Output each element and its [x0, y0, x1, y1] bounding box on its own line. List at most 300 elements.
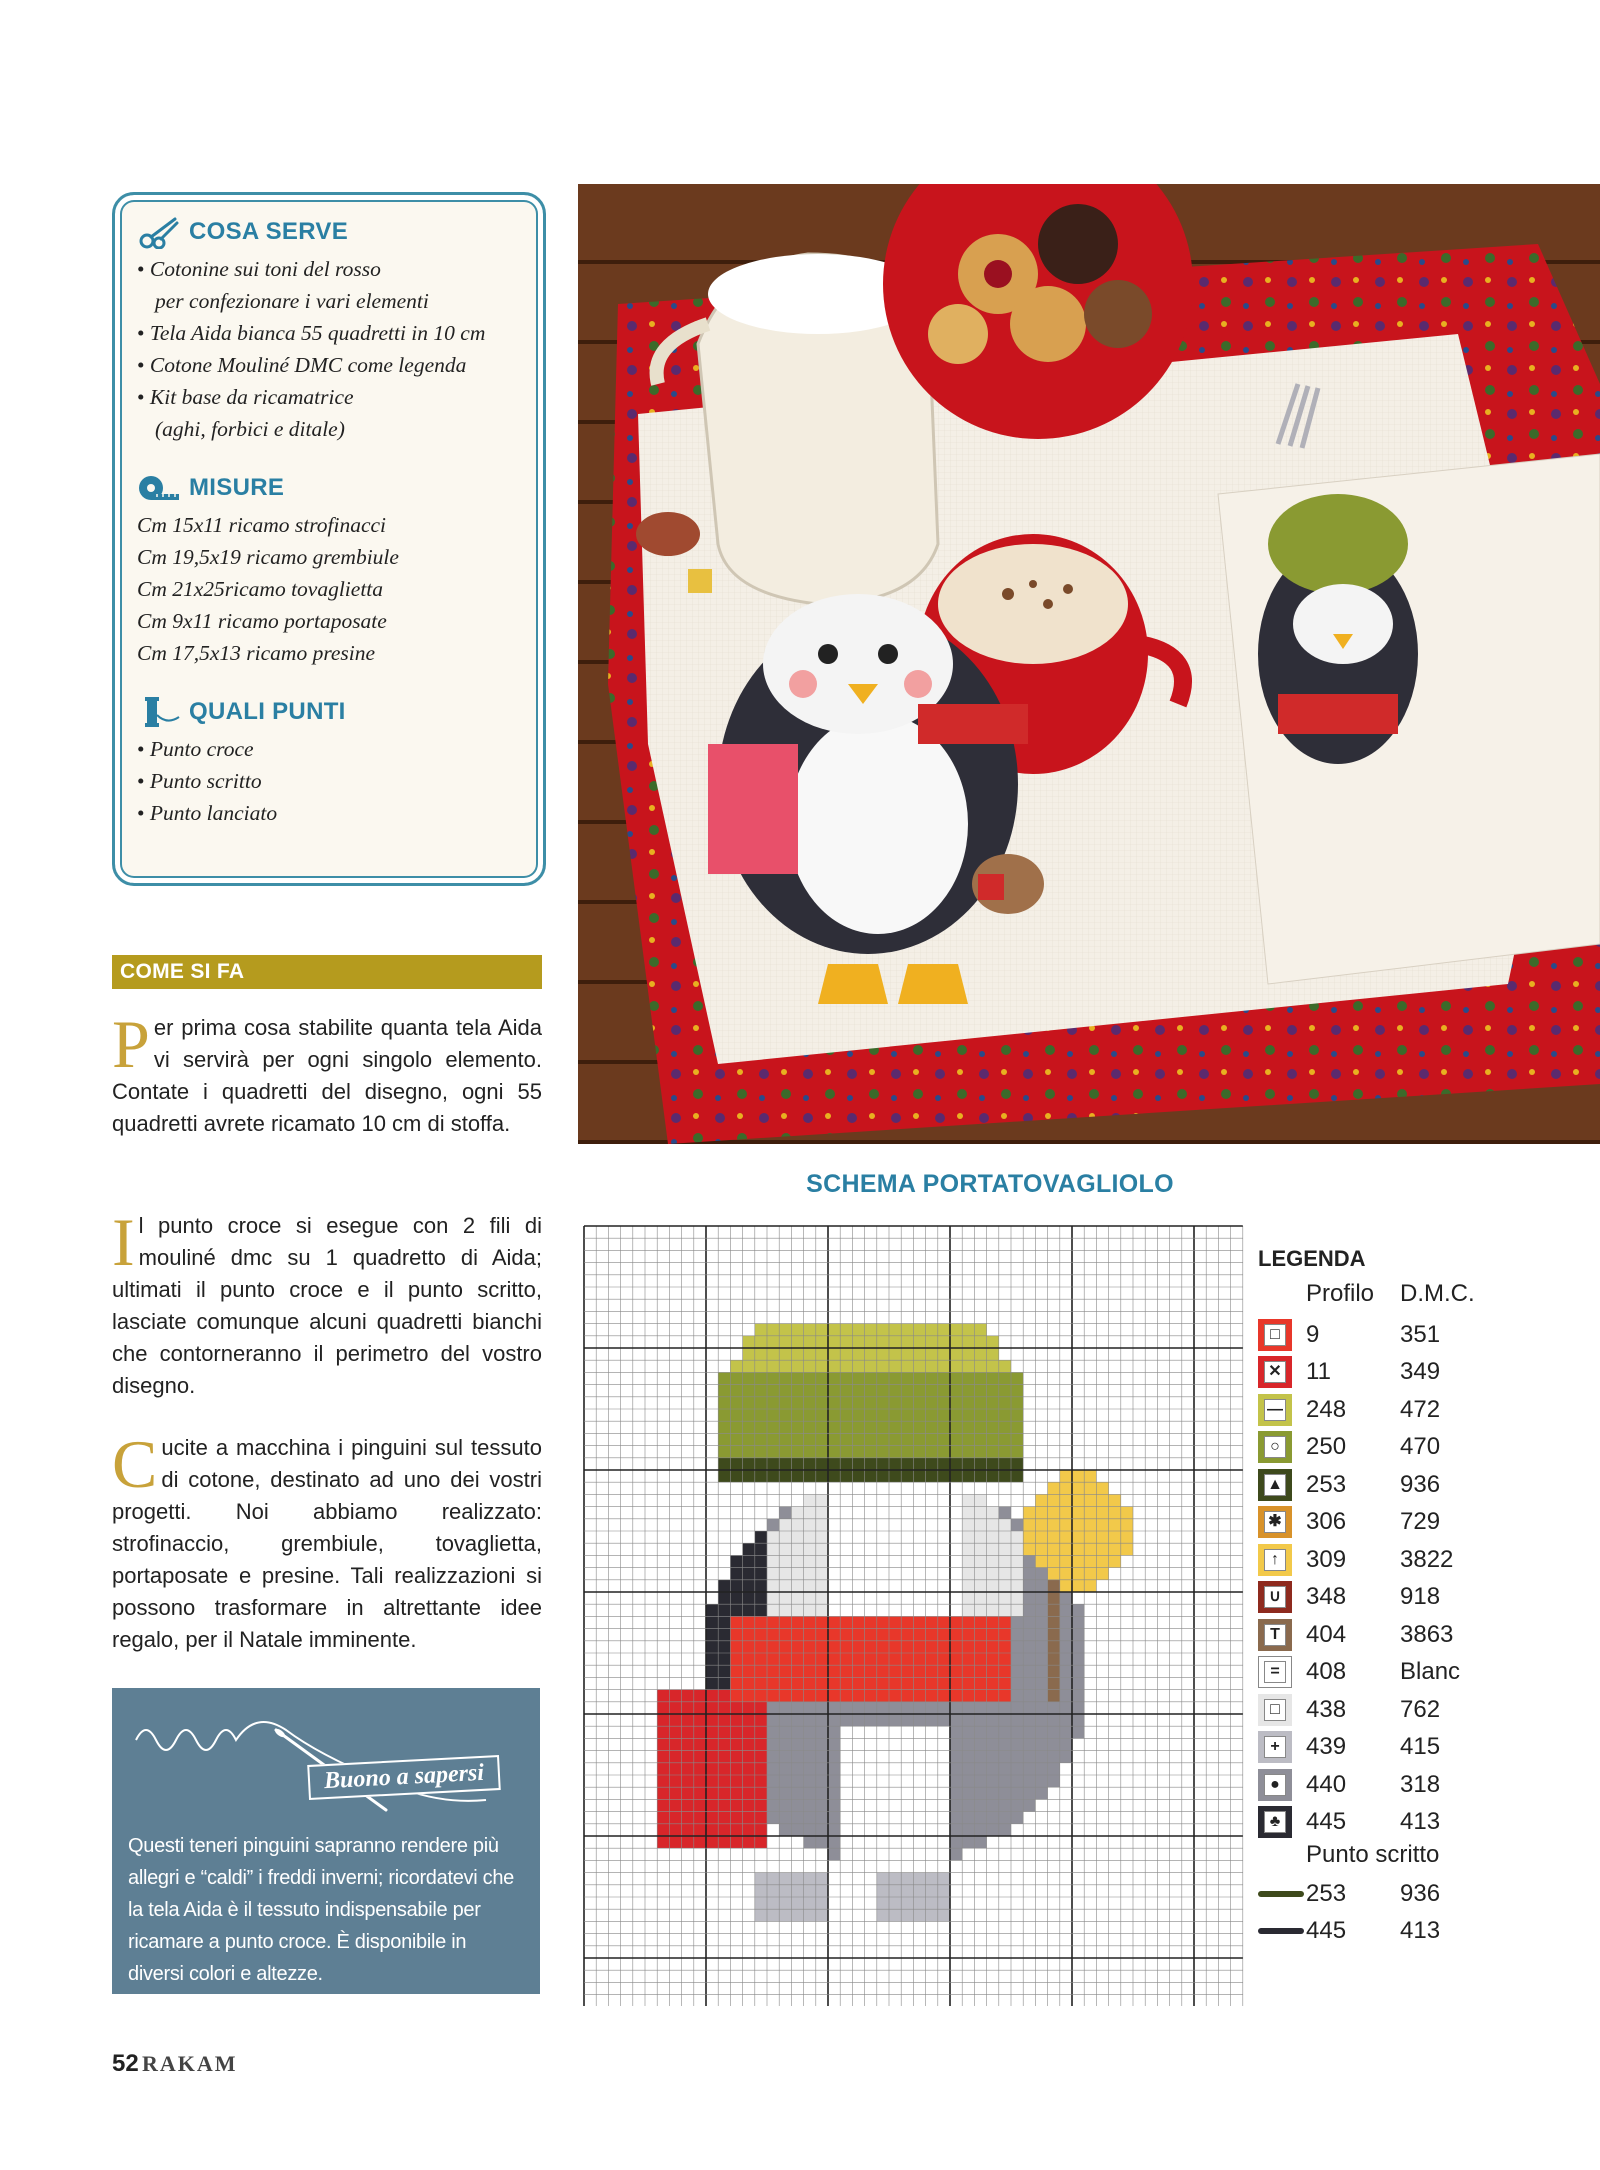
stitch-cell — [1060, 1494, 1072, 1506]
stitch-cell — [840, 1702, 852, 1714]
stitch-cell — [938, 1812, 950, 1824]
instructions-paragraph-1 — [112, 1006, 542, 1140]
stitch-cell — [804, 1616, 816, 1628]
stitch-cell — [974, 1555, 986, 1567]
stitch-cell — [901, 1726, 913, 1738]
stitch-cell — [901, 1665, 913, 1677]
stitch-cell — [718, 1653, 730, 1665]
stitch-cell — [816, 1494, 828, 1506]
stitch-cell — [852, 1348, 864, 1360]
color-swatch — [1258, 1731, 1292, 1763]
stitch-cell — [669, 1738, 681, 1750]
stitch-cell — [1023, 1616, 1035, 1628]
stitch-cell — [743, 1372, 755, 1384]
legend-row — [1258, 1729, 1588, 1767]
stitch-cell — [791, 1555, 803, 1567]
stitch-cell — [901, 1531, 913, 1543]
stitch-cell — [718, 1787, 730, 1799]
stitch-cell — [877, 1690, 889, 1702]
stitch-cell — [901, 1677, 913, 1689]
stitch-cell — [718, 1397, 730, 1409]
legend-profilo: 408 — [1306, 1658, 1347, 1686]
cosa-serve-list — [137, 253, 525, 445]
stitch-cell — [718, 1763, 730, 1775]
stitch-cell — [913, 1519, 925, 1531]
stitch-cell — [828, 1507, 840, 1519]
stitch-cell — [962, 1446, 974, 1458]
stitch-cell — [767, 1372, 779, 1384]
stitch-cell — [901, 1690, 913, 1702]
stitch-cell — [1109, 1555, 1121, 1567]
color-swatch — [1258, 1356, 1292, 1388]
stitch-cell — [950, 1702, 962, 1714]
stitch-cell — [816, 1348, 828, 1360]
stitch-cell — [816, 1677, 828, 1689]
stitch-cell — [730, 1604, 742, 1616]
stitch-cell — [779, 1787, 791, 1799]
stitch-cell — [889, 1470, 901, 1482]
stitch-cell — [767, 1629, 779, 1641]
stitch-cell — [938, 1421, 950, 1433]
stitch-cell — [865, 1812, 877, 1824]
stitch-cell — [743, 1677, 755, 1689]
legend-row — [1258, 1354, 1588, 1392]
color-swatch — [1258, 1619, 1292, 1651]
stitch-cell — [767, 1446, 779, 1458]
stitch-cell — [877, 1763, 889, 1775]
stitch-cell — [1084, 1543, 1096, 1555]
stitch-cell — [852, 1470, 864, 1482]
stitch-cell — [1048, 1726, 1060, 1738]
stitch-cell — [718, 1714, 730, 1726]
stitch-cell — [865, 1336, 877, 1348]
stitch-cell — [889, 1372, 901, 1384]
stitch-cell — [1011, 1409, 1023, 1421]
stitch-cell — [901, 1775, 913, 1787]
stitch-cell — [938, 1799, 950, 1811]
stitch-cell — [999, 1714, 1011, 1726]
stitch-cell — [1035, 1592, 1047, 1604]
stitch-cell — [791, 1568, 803, 1580]
stitch-cell — [865, 1787, 877, 1799]
stitch-cell — [669, 1726, 681, 1738]
stitch-cell — [816, 1665, 828, 1677]
stitch-symbol: □ — [1264, 1324, 1286, 1346]
stitch-cell — [962, 1507, 974, 1519]
stitch-cell — [791, 1690, 803, 1702]
stitch-cell — [718, 1812, 730, 1824]
stitch-cell — [913, 1824, 925, 1836]
stitch-cell — [974, 1812, 986, 1824]
paragraph-text: l punto croce si esegue con 2 fili di mouliné dmc su 1 quadretto di Aida; ultimati il punto croce e il punto scritto, lasciate comunque alcuni quadretti bianchi che contorneranno il perimetro del vostro disegno. — [112, 1213, 542, 1398]
stitch-cell — [828, 1799, 840, 1811]
stitch-cell — [938, 1360, 950, 1372]
stitch-cell — [816, 1543, 828, 1555]
stitch-cell — [962, 1629, 974, 1641]
stitch-cell — [1121, 1519, 1133, 1531]
stitch-cell — [743, 1690, 755, 1702]
legend-dmc: 918 — [1400, 1583, 1441, 1611]
stitch-cell — [743, 1458, 755, 1470]
list-item: per confezionare i vari elementi — [155, 289, 429, 313]
stitch-cell — [804, 1885, 816, 1897]
stitch-cell — [706, 1824, 718, 1836]
stitch-cell — [791, 1824, 803, 1836]
stitch-cell — [999, 1360, 1011, 1372]
legend-dmc: 472 — [1400, 1395, 1441, 1423]
magazine-name: RAKAM — [142, 2051, 238, 2076]
stitch-cell — [804, 1677, 816, 1689]
stitch-cell — [1035, 1641, 1047, 1653]
stitch-cell — [791, 1812, 803, 1824]
misure-list — [137, 509, 525, 669]
stitch-cell — [877, 1885, 889, 1897]
legend-profilo: 250 — [1306, 1433, 1347, 1461]
stitch-cell — [816, 1360, 828, 1372]
stitch-cell — [743, 1775, 755, 1787]
stitch-cell — [974, 1824, 986, 1836]
stitch-cell — [913, 1604, 925, 1616]
stitch-cell — [767, 1421, 779, 1433]
stitch-cell — [804, 1397, 816, 1409]
stitch-cell — [889, 1629, 901, 1641]
stitch-cell — [1011, 1470, 1023, 1482]
stitch-cell — [718, 1836, 730, 1848]
stitch-cell — [743, 1421, 755, 1433]
stitch-cell — [865, 1751, 877, 1763]
stitch-cell — [804, 1726, 816, 1738]
stitch-cell — [730, 1385, 742, 1397]
legend-dmc: 936 — [1400, 1879, 1441, 1907]
stitch-cell — [840, 1409, 852, 1421]
list-item: Cm 19,5x19 ricamo grembiule — [137, 545, 399, 569]
stitch-cell — [828, 1616, 840, 1628]
stitch-cell — [669, 1714, 681, 1726]
stitch-cell — [840, 1580, 852, 1592]
stitch-cell — [865, 1677, 877, 1689]
stitch-cell — [901, 1873, 913, 1885]
stitch-cell — [901, 1812, 913, 1824]
stitch-cell — [804, 1714, 816, 1726]
stitch-cell — [877, 1446, 889, 1458]
stitch-cell — [901, 1714, 913, 1726]
stitch-symbol: ▲ — [1264, 1474, 1286, 1496]
line-swatch — [1258, 1928, 1304, 1934]
stitch-cell — [901, 1568, 913, 1580]
stitch-cell — [926, 1726, 938, 1738]
stitch-cell — [852, 1677, 864, 1689]
stitch-cell — [828, 1482, 840, 1494]
stitch-cell — [840, 1494, 852, 1506]
stitch-cell — [950, 1738, 962, 1750]
stitch-cell — [1023, 1531, 1035, 1543]
stitch-cell — [743, 1616, 755, 1628]
stitch-cell — [926, 1763, 938, 1775]
stitch-cell — [804, 1763, 816, 1775]
stitch-cell — [852, 1836, 864, 1848]
stitch-cell — [913, 1653, 925, 1665]
stitch-cell — [889, 1360, 901, 1372]
stitch-cell — [755, 1580, 767, 1592]
stitch-cell — [889, 1848, 901, 1860]
stitch-cell — [926, 1629, 938, 1641]
stitch-cell — [865, 1836, 877, 1848]
stitch-cell — [730, 1580, 742, 1592]
stitch-cell — [950, 1665, 962, 1677]
stitch-cell — [1121, 1543, 1133, 1555]
stitch-cell — [962, 1824, 974, 1836]
stitch-cell — [1035, 1726, 1047, 1738]
stitch-cell — [889, 1555, 901, 1567]
stitch-cell — [840, 1568, 852, 1580]
stitch-cell — [816, 1385, 828, 1397]
stitch-cell — [804, 1555, 816, 1567]
stitch-cell — [1060, 1555, 1072, 1567]
stitch-cell — [791, 1653, 803, 1665]
stitch-cell — [779, 1372, 791, 1384]
stitch-cell — [852, 1494, 864, 1506]
stitch-cell — [938, 1433, 950, 1445]
stitch-cell — [840, 1519, 852, 1531]
stitch-cell — [682, 1702, 694, 1714]
stitch-cell — [938, 1397, 950, 1409]
stitch-cell — [816, 1446, 828, 1458]
stitch-cell — [913, 1616, 925, 1628]
stitch-cell — [840, 1397, 852, 1409]
stitch-cell — [926, 1336, 938, 1348]
stitch-cell — [718, 1372, 730, 1384]
stitch-cell — [889, 1860, 901, 1872]
stitch-cell — [718, 1690, 730, 1702]
stitch-cell — [1035, 1568, 1047, 1580]
stitch-cell — [1011, 1397, 1023, 1409]
stitch-cell — [877, 1714, 889, 1726]
stitch-cell — [926, 1397, 938, 1409]
stitch-cell — [999, 1433, 1011, 1445]
stitch-cell — [767, 1665, 779, 1677]
stitch-cell — [889, 1641, 901, 1653]
stitch-cell — [730, 1641, 742, 1653]
stitch-cell — [1060, 1543, 1072, 1555]
stitch-cell — [865, 1470, 877, 1482]
stitch-cell — [804, 1531, 816, 1543]
color-swatch — [1258, 1431, 1292, 1463]
stitch-cell — [657, 1763, 669, 1775]
stitch-cell — [791, 1738, 803, 1750]
stitch-cell — [852, 1336, 864, 1348]
stitch-cell — [999, 1787, 1011, 1799]
stitch-cell — [974, 1604, 986, 1616]
stitch-cell — [804, 1568, 816, 1580]
stitch-cell — [865, 1726, 877, 1738]
stitch-cell — [767, 1909, 779, 1921]
stitch-cell — [743, 1397, 755, 1409]
stitch-cell — [767, 1702, 779, 1714]
stitch-cell — [694, 1714, 706, 1726]
stitch-cell — [913, 1848, 925, 1860]
stitch-cell — [755, 1799, 767, 1811]
stitch-cell — [987, 1616, 999, 1628]
legend — [1258, 1246, 1588, 1950]
stitch-cell — [791, 1458, 803, 1470]
legend-row — [1258, 1804, 1588, 1842]
stitch-cell — [694, 1787, 706, 1799]
stitch-cell — [840, 1690, 852, 1702]
stitch-cell — [1072, 1482, 1084, 1494]
stitch-cell — [913, 1409, 925, 1421]
instructions-paragraph-2 — [112, 1204, 542, 1402]
stitch-cell — [743, 1738, 755, 1750]
stitch-cell — [1035, 1702, 1047, 1714]
stitch-cell — [706, 1677, 718, 1689]
stitch-cell — [730, 1763, 742, 1775]
stitch-cell — [938, 1494, 950, 1506]
stitch-cell — [706, 1763, 718, 1775]
stitch-cell — [852, 1446, 864, 1458]
stitch-cell — [865, 1372, 877, 1384]
stitch-cell — [987, 1738, 999, 1750]
stitch-cell — [999, 1519, 1011, 1531]
stitch-cell — [1060, 1519, 1072, 1531]
misure-section — [137, 471, 525, 669]
stitch-cell — [865, 1324, 877, 1336]
stitch-cell — [877, 1458, 889, 1470]
stitch-cell — [730, 1629, 742, 1641]
stitch-cell — [755, 1543, 767, 1555]
stitch-cell — [779, 1665, 791, 1677]
stitch-cell — [1084, 1580, 1096, 1592]
stitch-cell — [682, 1812, 694, 1824]
stitch-cell — [657, 1690, 669, 1702]
quali-punti-list — [137, 733, 525, 829]
stitch-cell — [950, 1555, 962, 1567]
stitch-cell — [816, 1604, 828, 1616]
stitch-cell — [1072, 1702, 1084, 1714]
stitch-cell — [730, 1653, 742, 1665]
stitch-cell — [926, 1604, 938, 1616]
stitch-cell — [1011, 1421, 1023, 1433]
stitch-cell — [1035, 1507, 1047, 1519]
paragraph-text: er prima cosa stabilite quanta tela Aida vi servirà per ogni singolo elemento. Contate i quadretti del disegno, ogni 55 quadretti avrete ricamato 10 cm di stoffa. — [112, 1015, 542, 1136]
stitch-cell — [938, 1446, 950, 1458]
legend-row — [1258, 1504, 1588, 1542]
stitch-cell — [828, 1738, 840, 1750]
stitch-cell — [730, 1470, 742, 1482]
legend-dmc: 3822 — [1400, 1545, 1454, 1573]
stitch-cell — [706, 1799, 718, 1811]
stitch-cell — [974, 1385, 986, 1397]
stitch-cell — [913, 1873, 925, 1885]
stitch-cell — [1048, 1616, 1060, 1628]
legend-profilo: 309 — [1306, 1545, 1347, 1573]
stitch-cell — [718, 1433, 730, 1445]
stitch-cell — [889, 1824, 901, 1836]
stitch-cell — [767, 1470, 779, 1482]
stitch-cell — [852, 1397, 864, 1409]
stitch-cell — [938, 1470, 950, 1482]
stitch-cell — [950, 1751, 962, 1763]
stitch-cell — [828, 1324, 840, 1336]
stitch-cell — [889, 1568, 901, 1580]
stitch-cell — [974, 1324, 986, 1336]
stitch-cell — [852, 1641, 864, 1653]
stitch-cell — [730, 1677, 742, 1689]
stitch-cell — [1035, 1763, 1047, 1775]
stitch-cell — [828, 1360, 840, 1372]
stitch-cell — [877, 1433, 889, 1445]
stitch-cell — [901, 1458, 913, 1470]
misure-title: MISURE — [189, 474, 285, 501]
stitch-cell — [889, 1324, 901, 1336]
paragraph-text: ucite a macchina i pinguini sul tessuto di cotone, destinato ad uno dei vostri progetti. Noi abbiamo realizzato: strofinaccio, grembiule, tovaglietta, portaposate e presine. Tali realizzazioni si possono trasformare in altrettante idee regalo, per il Natale imminente. — [112, 1435, 542, 1652]
stitch-cell — [974, 1507, 986, 1519]
stitch-cell — [999, 1446, 1011, 1458]
stitch-cell — [950, 1360, 962, 1372]
stitch-cell — [804, 1909, 816, 1921]
stitch-cell — [889, 1385, 901, 1397]
legend-row — [1258, 1391, 1588, 1429]
stitch-cell — [999, 1677, 1011, 1689]
stitch-cell — [889, 1714, 901, 1726]
stitch-cell — [743, 1580, 755, 1592]
stitch-cell — [743, 1385, 755, 1397]
legend-dmc: 351 — [1400, 1320, 1441, 1348]
stitch-cell — [889, 1494, 901, 1506]
stitch-cell — [755, 1592, 767, 1604]
stitch-cell — [901, 1799, 913, 1811]
stitch-cell — [1072, 1653, 1084, 1665]
stitch-cell — [938, 1372, 950, 1384]
stitch-cell — [974, 1421, 986, 1433]
stitch-cell — [791, 1799, 803, 1811]
stitch-cell — [1023, 1543, 1035, 1555]
stitch-cell — [1035, 1677, 1047, 1689]
stitch-cell — [1023, 1519, 1035, 1531]
stitch-cell — [938, 1702, 950, 1714]
stitch-cell — [852, 1385, 864, 1397]
stitch-cell — [743, 1446, 755, 1458]
stitch-cell — [913, 1799, 925, 1811]
stitch-cell — [852, 1763, 864, 1775]
stitch-cell — [779, 1738, 791, 1750]
stitch-cell — [1048, 1641, 1060, 1653]
stitch-cell — [657, 1787, 669, 1799]
stitch-cell — [682, 1824, 694, 1836]
stitch-cell — [1060, 1653, 1072, 1665]
stitch-cell — [1096, 1555, 1108, 1567]
stitch-cell — [828, 1580, 840, 1592]
stitch-cell — [1109, 1494, 1121, 1506]
stitch-cell — [974, 1775, 986, 1787]
stitch-cell — [816, 1836, 828, 1848]
stitch-cell — [962, 1458, 974, 1470]
stitch-cell — [657, 1836, 669, 1848]
stitch-cell — [1060, 1714, 1072, 1726]
stitch-cell — [913, 1641, 925, 1653]
stitch-cell — [1011, 1568, 1023, 1580]
stitch-cell — [877, 1629, 889, 1641]
stitch-cell — [730, 1397, 742, 1409]
stitch-cell — [1084, 1470, 1096, 1482]
stitch-cell — [950, 1543, 962, 1555]
stitch-cell — [913, 1690, 925, 1702]
stitch-cell — [791, 1372, 803, 1384]
stitch-cell — [901, 1336, 913, 1348]
stitch-cell — [730, 1714, 742, 1726]
stitch-cell — [706, 1653, 718, 1665]
stitch-cell — [779, 1348, 791, 1360]
list-item: • Cotonine sui toni del rosso — [137, 253, 525, 285]
